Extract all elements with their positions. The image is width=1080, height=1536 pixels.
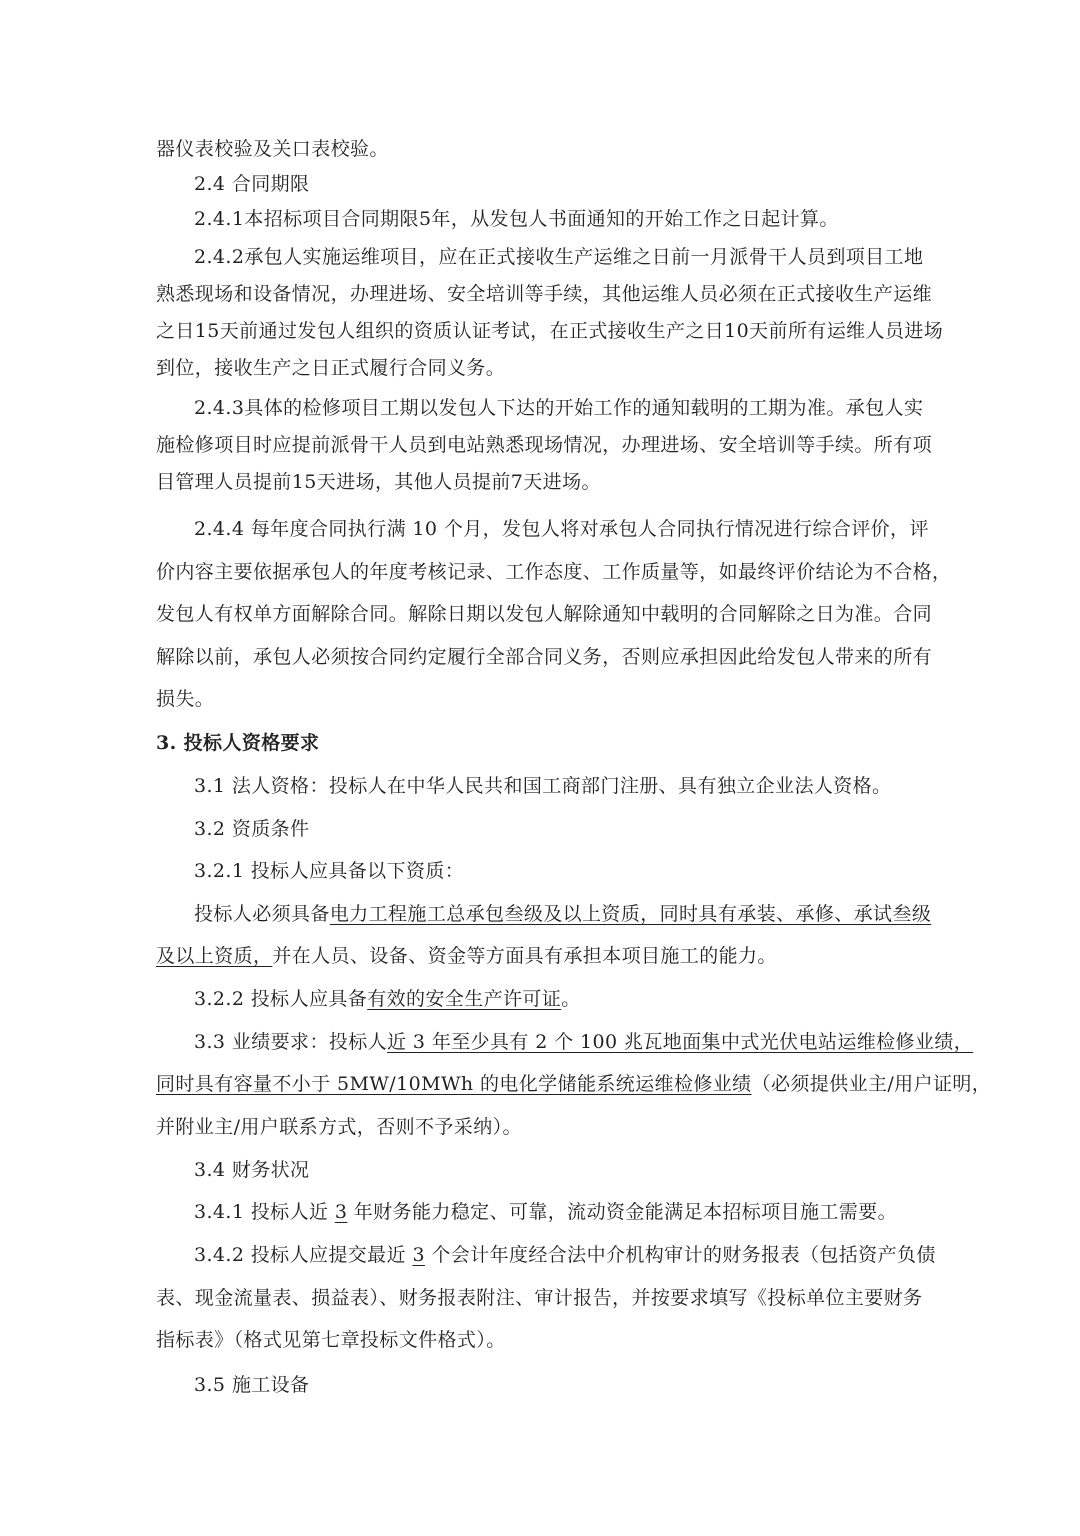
clause-3-4-2 <box>194 1242 936 1268</box>
text-span: 3.4.2 投标人应提交最近 <box>194 1244 413 1266</box>
clause-2-4-2: 2.4.2承包人实施运维项目，应在正式接收生产运维之日前一月派骨干人员到项目工地 <box>194 246 924 268</box>
text-span: 个会计年度经合法中介机构审计的财务报表（包括资产负债 <box>424 1244 936 1266</box>
underlined-text: 同时具有容量不小于 5MW/10MWh 的电化学储能系统运维检修业绩 <box>156 1073 752 1095</box>
text-span: 。 <box>561 988 581 1010</box>
underlined-text: 电力工程施工总承包叁级及以上资质，同时具有承装、承修、承试叁级 <box>329 903 932 925</box>
clause-2-4-1: 2.4.1本招标项目合同期限5年，从发包人书面通知的开始工作之日起计算。 <box>194 208 839 230</box>
text-line: 施检修项目时应提前派骨干人员到电站熟悉现场情况，办理进场、安全培训等手续。所有项 <box>156 434 933 456</box>
underlined-text: 及以上资质， <box>156 945 273 967</box>
underlined-text: 3 <box>412 1244 425 1266</box>
text-span: 年财务能力稳定、可靠，流动资金能满足本招标项目施工需要。 <box>347 1201 897 1223</box>
text-span: 3.3 业绩要求：投标人 <box>194 1031 388 1053</box>
text-line <box>156 1071 991 1097</box>
text-line: 之日15天前通过发包人组织的资质认证考试，在正式接收生产之日10天前所有运维人员进场 <box>156 320 944 342</box>
text-span: （必须提供业主/用户证明， <box>751 1073 992 1095</box>
section-heading-3-4: 3.4 财务状况 <box>194 1159 310 1181</box>
underlined-text: 3 <box>334 1201 348 1223</box>
clause-2-4-3: 2.4.3具体的检修项目工期以发包人下达的开始工作的通知载明的工期为准。承包人实 <box>194 397 924 419</box>
text-line: 熟悉现场和设备情况，办理进场、安全培训等手续，其他运维人员必须在正式接收生产运维 <box>156 283 933 305</box>
text-line <box>156 943 777 969</box>
clause-2-4-4: 2.4.4 每年度合同执行满 10 个月，发包人将对承包人合同执行情况进行综合评价，评 <box>194 518 929 540</box>
text-line: 表、现金流量表、损益表）、财务报表附注、审计报告，并按要求填写《投标单位主要财务 <box>156 1287 923 1309</box>
text-line: 解除以前，承包人必须按合同约定履行全部合同义务，否则应承担因此给发包人带来的所有 <box>156 646 933 668</box>
text-line: 器仪表校验及关口表校验。 <box>156 138 389 160</box>
text-span: 3.2.2 投标人应具备 <box>194 988 368 1010</box>
clause-3-2-2 <box>194 986 581 1012</box>
text-line: 到位，接收生产之日正式履行合同义务。 <box>156 357 506 379</box>
clause-3-2-1: 3.2.1 投标人应具备以下资质： <box>194 860 465 882</box>
text-line: 指标表》（格式见第七章投标文件格式）。 <box>156 1329 506 1351</box>
text-line: 发包人有权单方面解除合同。解除日期以发包人解除通知中载明的合同解除之日为准。合同 <box>156 603 933 625</box>
text-line: 目管理人员提前15天进场，其他人员提前7天进场。 <box>156 471 601 493</box>
underlined-text: 近 3 年至少具有 2 个 100 兆瓦地面集中式光伏电站运维检修业绩， <box>387 1031 974 1053</box>
clause-3-4-1 <box>194 1199 897 1225</box>
text-line: 价内容主要依据承包人的年度考核记录、工作态度、工作质量等，如最终评价结论为不合格， <box>156 561 952 583</box>
clause-3-3 <box>194 1029 973 1055</box>
text-span: 并在人员、设备、资金等方面具有承担本项目施工的能力。 <box>272 945 777 967</box>
text-line: 损失。 <box>156 688 215 710</box>
qualification-requirement <box>194 901 931 927</box>
clause-3-1: 3.1 法人资格：投标人在中华人民共和国工商部门注册、具有独立企业法人资格。 <box>194 775 892 797</box>
underlined-text: 有效的安全生产许可证 <box>367 988 562 1010</box>
section-heading-3: 3. 投标人资格要求 <box>156 732 320 754</box>
text-line: 并附业主/用户联系方式，否则不予采纳）。 <box>156 1116 522 1138</box>
text-span: 3.4.1 投标人近 <box>194 1201 335 1223</box>
section-heading-3-2: 3.2 资质条件 <box>194 818 310 840</box>
section-heading-3-5: 3.5 施工设备 <box>194 1374 310 1396</box>
text-span: 投标人必须具备 <box>194 903 330 925</box>
section-heading-2-4: 2.4 合同期限 <box>194 173 310 195</box>
